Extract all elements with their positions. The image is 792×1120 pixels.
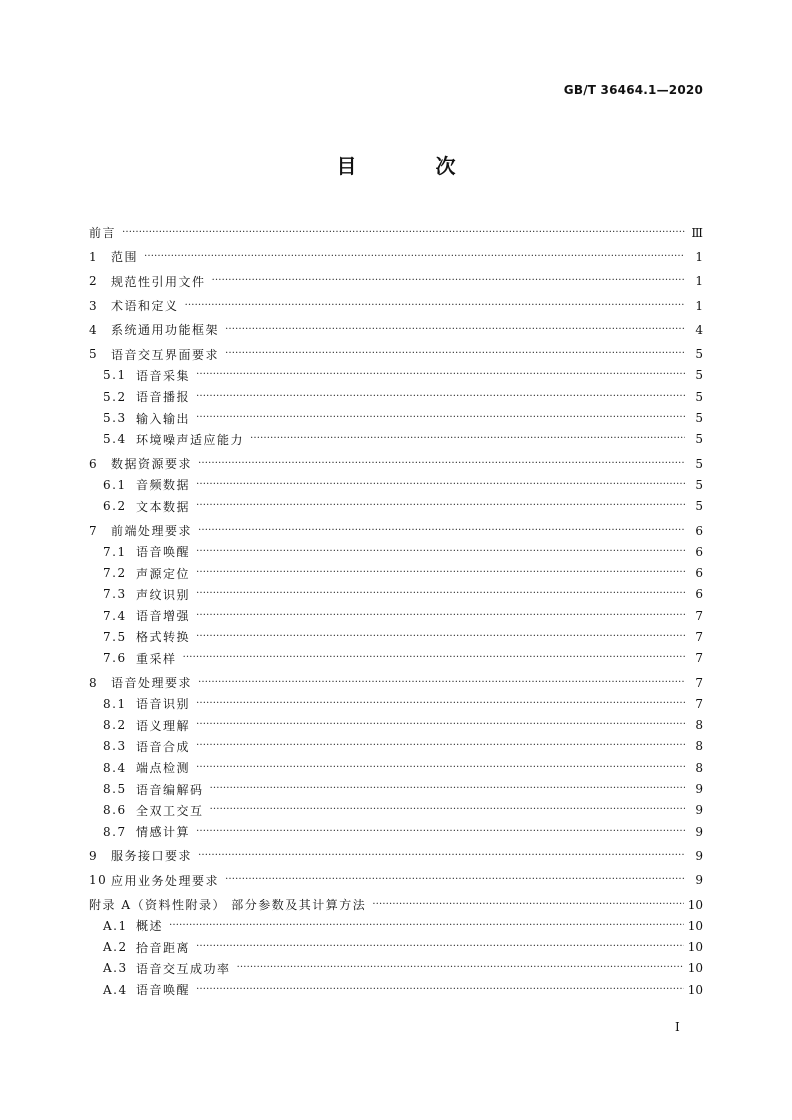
toc-entry-page: 5 xyxy=(695,411,703,426)
toc-entry-page: 10 xyxy=(687,961,703,976)
toc-entry-number: 9 xyxy=(89,848,99,863)
toc-leader-dots xyxy=(196,479,685,491)
toc-entry-page: 10 xyxy=(687,940,703,955)
toc-entry[interactable] xyxy=(89,584,703,605)
toc-entry[interactable] xyxy=(89,246,703,267)
toc-entry-label: 服务接口要求 xyxy=(111,849,193,864)
toc-leader-dots xyxy=(225,324,685,336)
toc-entry-label: 重采样 xyxy=(136,651,177,666)
toc-leader-dots xyxy=(196,740,685,752)
toc-entry-number: A.4 xyxy=(103,982,128,997)
toc-entry-number: 6.2 xyxy=(103,499,127,514)
toc-entry-label: 附录 A（资料性附录） 部分参数及其计算方法 xyxy=(89,898,367,913)
toc-entry[interactable] xyxy=(89,979,703,1000)
toc-entry-number: 8.3 xyxy=(103,739,127,754)
toc-entry[interactable] xyxy=(89,605,703,626)
toc-entry[interactable] xyxy=(89,845,703,866)
toc-entry-label: 数据资源要求 xyxy=(111,457,193,472)
toc-entry-number: 8.2 xyxy=(103,718,127,733)
toc-entry[interactable] xyxy=(89,672,703,693)
toc-entry-page: Ⅲ xyxy=(691,225,703,240)
toc-entry-number: 8.5 xyxy=(103,782,127,797)
toc-leader-dots xyxy=(196,391,685,403)
toc-leader-dots xyxy=(210,804,685,816)
toc-entry-page: 7 xyxy=(695,675,703,690)
toc-entry-number: 8 xyxy=(89,675,99,690)
toc-entry-label: 前言 xyxy=(89,226,117,241)
toc-entry-number: 7.6 xyxy=(103,651,127,666)
toc-entry-label: 声源定位 xyxy=(136,566,191,581)
toc-entry-label: 前端处理要求 xyxy=(111,524,193,538)
toc-entry[interactable] xyxy=(89,386,703,407)
toc-entry-label: 语音采集 xyxy=(136,368,191,383)
toc-entry[interactable] xyxy=(89,821,703,842)
toc-leader-dots xyxy=(198,677,685,689)
toc-entry-page: 7 xyxy=(695,629,703,644)
toc-leader-dots xyxy=(237,962,684,974)
table-of-contents xyxy=(89,219,703,1000)
toc-leader-dots xyxy=(196,588,685,600)
toc-leader-dots xyxy=(196,567,685,579)
toc-entry-label: 语音唤醒 xyxy=(136,545,191,560)
toc-leader-dots xyxy=(196,941,684,953)
toc-leader-dots xyxy=(196,610,685,622)
toc-leader-dots xyxy=(196,631,685,643)
toc-leader-dots xyxy=(196,762,685,774)
toc-entry-number: 2 xyxy=(89,274,99,289)
toc-entry-number: 7 xyxy=(89,523,99,538)
toc-entry-page: 9 xyxy=(695,848,703,863)
toc-entry[interactable] xyxy=(89,626,703,647)
toc-entry-label: 语音增强 xyxy=(136,609,191,624)
toc-entry[interactable] xyxy=(89,870,703,891)
standard-code: GB/T 36464.1—2020 xyxy=(563,83,703,97)
toc-leader-dots xyxy=(144,251,685,263)
toc-leader-dots xyxy=(183,652,685,664)
toc-entry-page: 8 xyxy=(695,718,703,733)
toc-entry-number: 4 xyxy=(89,322,99,337)
toc-entry-label: 端点检测 xyxy=(136,761,191,776)
toc-entry-page: 8 xyxy=(695,739,703,754)
toc-entry-page: 10 xyxy=(687,897,703,912)
toc-entry-page: 6 xyxy=(695,587,703,602)
toc-entry-label: 音频数据 xyxy=(136,478,191,493)
toc-entry-label: 应用业务处理要求 xyxy=(111,873,220,888)
toc-leader-dots xyxy=(198,850,685,862)
toc-entry-page: 1 xyxy=(695,274,703,289)
toc-entry-page: 10 xyxy=(687,982,703,997)
page-title: 目 次 xyxy=(336,154,492,178)
toc-leader-dots xyxy=(196,546,685,558)
toc-entry[interactable] xyxy=(89,648,703,669)
toc-entry-page: 9 xyxy=(695,782,703,797)
toc-leader-dots xyxy=(196,412,685,424)
toc-entry-label: 文本数据 xyxy=(136,499,191,514)
toc-entry-page: 5 xyxy=(695,499,703,514)
toc-entry-page: 7 xyxy=(695,608,703,623)
toc-entry-label: 语音处理要求 xyxy=(111,676,193,691)
toc-entry-page: 9 xyxy=(695,803,703,818)
toc-entry-page: 5 xyxy=(695,456,703,471)
toc-leader-dots xyxy=(225,874,685,886)
toc-entry[interactable] xyxy=(89,474,703,495)
toc-entry-page: 7 xyxy=(695,651,703,666)
toc-entry-number: 8.4 xyxy=(103,760,127,775)
toc-entry-page: 4 xyxy=(695,322,703,337)
toc-entry[interactable] xyxy=(89,778,703,799)
toc-entry-number: 5.4 xyxy=(103,432,127,447)
toc-entry-number: 7.5 xyxy=(103,629,127,644)
toc-entry[interactable] xyxy=(89,429,703,450)
toc-entry-page: 5 xyxy=(695,432,703,447)
toc-entry[interactable] xyxy=(89,736,703,757)
toc-entry[interactable] xyxy=(89,295,703,316)
toc-leader-dots xyxy=(196,826,685,838)
toc-entry-label: 环境噪声适应能力 xyxy=(136,432,245,447)
toc-entry[interactable] xyxy=(89,319,703,340)
toc-leader-dots xyxy=(169,920,684,932)
toc-entry-page: 9 xyxy=(695,873,703,888)
toc-entry-label: 范围 xyxy=(111,250,139,265)
toc-entry-label: 语音编解码 xyxy=(136,782,204,797)
toc-entry-label: 语音唤醒 xyxy=(136,983,191,998)
toc-entry[interactable] xyxy=(89,915,703,936)
toc-entry-number: 1 xyxy=(89,249,99,264)
toc-entry[interactable] xyxy=(89,407,703,428)
toc-leader-dots xyxy=(210,783,685,795)
toc-entry[interactable] xyxy=(89,541,703,562)
toc-entry-label: 术语和定义 xyxy=(111,299,179,314)
toc-leader-dots xyxy=(198,458,685,470)
toc-entry-label: 情感计算 xyxy=(136,825,191,840)
toc-entry-page: 1 xyxy=(695,249,703,264)
toc-entry-number: 6.1 xyxy=(103,477,127,492)
toc-leader-dots xyxy=(196,719,685,731)
toc-entry-page: 1 xyxy=(695,298,703,313)
toc-leader-dots xyxy=(198,525,685,537)
toc-entry-label: 输入输出 xyxy=(136,411,191,426)
toc-entry-label: 概述 xyxy=(136,919,164,934)
toc-leader-dots xyxy=(185,300,685,312)
toc-entry-page: 6 xyxy=(695,523,703,538)
toc-entry-page: 8 xyxy=(695,760,703,775)
toc-entry-number: 8.6 xyxy=(103,803,127,818)
toc-entry[interactable] xyxy=(89,800,703,821)
toc-entry-number: 5.1 xyxy=(103,368,127,383)
toc-leader-dots xyxy=(250,433,685,445)
toc-entry-number: 8.1 xyxy=(103,696,127,711)
toc-entry-label: 语音交互界面要求 xyxy=(111,347,220,362)
toc-entry-page: 5 xyxy=(695,389,703,404)
toc-entry[interactable] xyxy=(89,453,703,474)
toc-entry-label: 语音交互成功率 xyxy=(136,961,231,976)
toc-entry-number: 8.7 xyxy=(103,824,127,839)
toc-leader-dots xyxy=(196,984,684,996)
toc-entry[interactable] xyxy=(89,693,703,714)
toc-entry-label: 全双工交互 xyxy=(136,803,204,818)
toc-entry-number: 5.3 xyxy=(103,411,127,426)
toc-entry-number: 5 xyxy=(89,347,99,362)
toc-entry-page: 5 xyxy=(695,477,703,492)
page-number: I xyxy=(675,1020,680,1034)
toc-entry-number: 7.1 xyxy=(103,544,127,559)
toc-entry-label: 系统通用功能框架 xyxy=(111,323,220,338)
toc-entry[interactable] xyxy=(89,365,703,386)
toc-leader-dots xyxy=(225,348,685,360)
toc-entry-page: 6 xyxy=(695,544,703,559)
toc-entry-number: A.3 xyxy=(103,961,128,976)
toc-leader-dots xyxy=(122,227,685,239)
toc-entry-label: 格式转换 xyxy=(136,630,191,645)
toc-entry[interactable] xyxy=(89,757,703,778)
toc-entry-number: 3 xyxy=(89,298,99,313)
toc-entry-label: 语音识别 xyxy=(136,697,191,712)
toc-entry-label: 语音播报 xyxy=(136,390,191,405)
toc-entry-label: 语义理解 xyxy=(136,718,191,733)
toc-entry-number: 5.2 xyxy=(103,389,127,404)
toc-entry-page: 7 xyxy=(695,696,703,711)
toc-leader-dots xyxy=(196,369,685,381)
toc-entry[interactable] xyxy=(89,496,703,517)
toc-entry-page: 5 xyxy=(695,347,703,362)
toc-entry-label: 规范性引用文件 xyxy=(111,274,206,289)
toc-entry[interactable] xyxy=(89,271,703,292)
toc-entry[interactable] xyxy=(89,520,703,541)
toc-entry-number: 7.4 xyxy=(103,608,127,623)
toc-entry-label: 拾音距离 xyxy=(136,940,191,955)
toc-entry-number: 10 xyxy=(89,873,108,888)
toc-entry[interactable] xyxy=(89,958,703,979)
toc-entry[interactable] xyxy=(89,715,703,736)
toc-entry[interactable] xyxy=(89,937,703,958)
toc-entry[interactable] xyxy=(89,562,703,583)
toc-entry-page: 9 xyxy=(695,824,703,839)
toc-leader-dots xyxy=(212,275,685,287)
toc-leader-dots xyxy=(196,698,685,710)
toc-entry-number: A.1 xyxy=(103,918,128,933)
toc-entry-number: 7.3 xyxy=(103,587,127,602)
toc-entry-page: 5 xyxy=(695,368,703,383)
toc-entry[interactable] xyxy=(89,894,703,915)
toc-entry-page: 10 xyxy=(687,918,703,933)
toc-entry[interactable] xyxy=(89,222,703,243)
toc-entry-number: 7.2 xyxy=(103,566,127,581)
toc-entry-label: 语音合成 xyxy=(136,739,191,754)
toc-entry-label: 声纹识别 xyxy=(136,587,191,602)
toc-leader-dots xyxy=(196,500,685,512)
toc-entry-page: 6 xyxy=(695,566,703,581)
toc-leader-dots xyxy=(372,899,683,911)
toc-entry-number: 6 xyxy=(89,456,99,471)
toc-entry-number: A.2 xyxy=(103,940,128,955)
toc-entry[interactable] xyxy=(89,343,703,364)
